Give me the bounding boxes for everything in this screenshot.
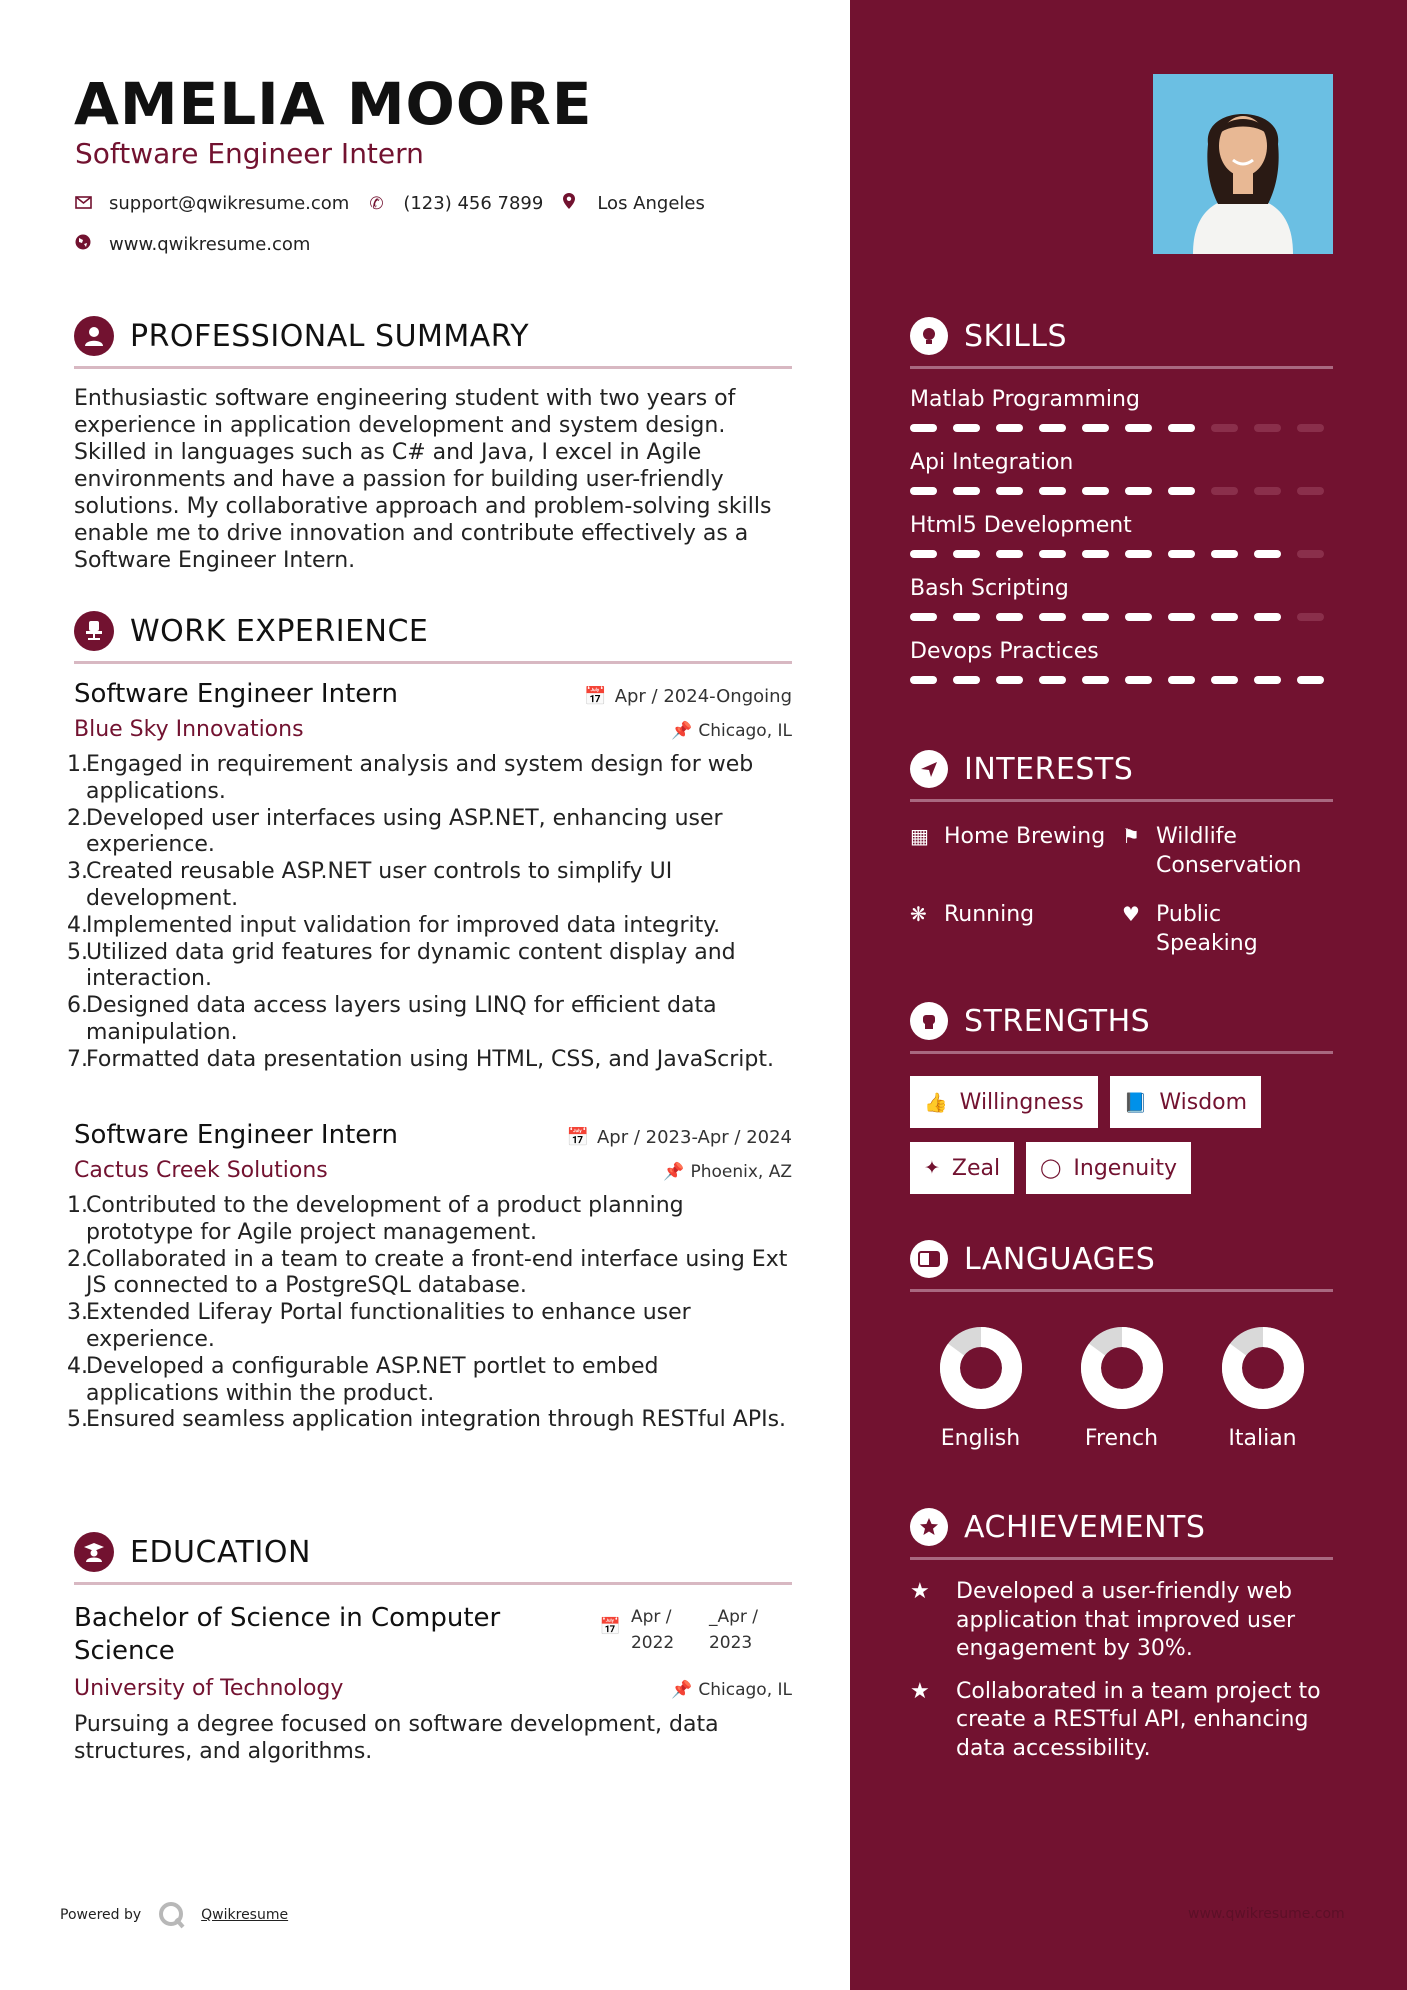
skill-item bbox=[910, 576, 1333, 621]
map-pin-icon bbox=[563, 193, 585, 214]
languages-divider bbox=[910, 1289, 1333, 1292]
qwikresume-logo-icon bbox=[157, 1900, 187, 1930]
contact-row-1 bbox=[75, 193, 725, 214]
skill-level-dash bbox=[1125, 676, 1152, 684]
lightbulb-head-icon bbox=[910, 317, 948, 355]
user-icon bbox=[74, 316, 114, 356]
language-item bbox=[1051, 1326, 1192, 1451]
education-description: Pursuing a degree focused on software development, data structures, and algorithms. bbox=[74, 1712, 719, 1764]
skill-level-dash bbox=[1082, 424, 1109, 432]
language-item bbox=[1192, 1326, 1333, 1451]
thumbs-up-icon: 👍 bbox=[924, 1091, 948, 1114]
languages-list bbox=[910, 1326, 1333, 1451]
heart-pulse-icon: ♥ bbox=[1122, 902, 1140, 926]
email-text: support@qwikresume.com bbox=[109, 193, 350, 214]
skill-item bbox=[910, 387, 1333, 432]
experience-heading bbox=[74, 609, 792, 653]
education-section bbox=[74, 1530, 792, 1585]
achievements-title: ACHIEVEMENTS bbox=[964, 1509, 1206, 1545]
book-icon: 📘 bbox=[1123, 1091, 1148, 1114]
skill-level-dash bbox=[1082, 487, 1109, 495]
skill-level-dash bbox=[1168, 613, 1195, 621]
languages-section bbox=[910, 1239, 1333, 1451]
job-company: Blue Sky Innovations bbox=[74, 717, 304, 742]
skill-level-bar bbox=[910, 424, 1333, 432]
skill-level-dash bbox=[953, 676, 980, 684]
strength-chip: 📘 Wisdom bbox=[1110, 1076, 1261, 1128]
phone-icon: ✆ bbox=[369, 193, 384, 214]
contact-website[interactable] bbox=[75, 234, 310, 255]
footer bbox=[60, 1900, 288, 1930]
skill-level-bar bbox=[910, 676, 1333, 684]
achievements-divider bbox=[910, 1557, 1333, 1560]
skill-item bbox=[910, 513, 1333, 558]
skill-level-dash bbox=[1082, 550, 1109, 558]
summary-section bbox=[74, 314, 792, 574]
job-title: Software Engineer Intern bbox=[74, 1120, 398, 1150]
skill-level-bar bbox=[910, 550, 1333, 558]
strength-chip: ◯ Ingenuity bbox=[1026, 1142, 1191, 1194]
achievement-item: ★ Collaborated in a team project to create a RESTful API, enhancing data accessibility. bbox=[910, 1678, 1333, 1764]
skill-level-dash bbox=[1039, 550, 1066, 558]
skill-item bbox=[910, 639, 1333, 684]
skill-level-dash bbox=[1297, 676, 1324, 684]
job-location: 📌 Chicago, IL bbox=[671, 721, 792, 741]
start-date: Apr / 2022 bbox=[630, 1607, 675, 1653]
book-flag-icon: ⚑ bbox=[1122, 824, 1140, 848]
skill-level-dash bbox=[1168, 487, 1195, 495]
contact-phone bbox=[369, 193, 543, 214]
interests-title: INTERESTS bbox=[964, 751, 1134, 787]
skills-section bbox=[910, 316, 1333, 684]
skill-level-dash bbox=[1168, 550, 1195, 558]
skill-level-dash bbox=[1168, 676, 1195, 684]
school-location: 📌 Chicago, IL bbox=[671, 1680, 792, 1700]
skill-level-dash bbox=[1082, 613, 1109, 621]
candidate-name: AMELIA MOORE bbox=[74, 70, 593, 138]
skill-level-dash bbox=[910, 487, 937, 495]
skill-level-dash bbox=[1082, 676, 1109, 684]
skill-level-dash bbox=[953, 613, 980, 621]
interest-item: ⚑ Wildlife Conservation bbox=[1122, 824, 1302, 878]
skill-level-dash bbox=[996, 550, 1023, 558]
puzzle-icon: ▦ bbox=[910, 824, 929, 848]
job-date: 📅 Apr / 2024-Ongoing bbox=[584, 686, 792, 707]
language-item bbox=[910, 1326, 1051, 1451]
skill-name: Matlab Programming bbox=[910, 387, 1140, 412]
strengths-divider bbox=[910, 1051, 1333, 1054]
strength-chip: 👍 Willingness bbox=[910, 1076, 1098, 1128]
footer-site[interactable]: www.qwikresume.com bbox=[1188, 1906, 1345, 1922]
skill-level-dash bbox=[1039, 487, 1066, 495]
skill-level-dash bbox=[1039, 424, 1066, 432]
office-chair-icon bbox=[74, 611, 114, 651]
job-bullets bbox=[67, 1193, 792, 1434]
skill-name: Api Integration bbox=[910, 450, 1074, 475]
skill-level-dash bbox=[910, 550, 937, 558]
skills-heading bbox=[910, 316, 1333, 356]
language-ring bbox=[939, 1326, 1023, 1410]
languages-heading bbox=[910, 1239, 1333, 1279]
experience-divider bbox=[74, 661, 792, 664]
skill-level-dash bbox=[1211, 676, 1238, 684]
skill-level-dash bbox=[1211, 487, 1238, 495]
calendar-icon: 📅 bbox=[599, 1617, 621, 1637]
job-bullets bbox=[67, 752, 792, 1074]
interest-item: ▦ Home Brewing bbox=[910, 824, 1106, 849]
skill-level-dash bbox=[1125, 550, 1152, 558]
lightbulb-icon: ◯ bbox=[1040, 1157, 1062, 1179]
list-item: 5. Utilized data grid features for dynamic content display and interaction. bbox=[67, 939, 736, 992]
skill-level-dash bbox=[1039, 676, 1066, 684]
skill-level-dash bbox=[996, 487, 1023, 495]
list-item: 2. Collaborated in a team to create a front-end interface using Ext JS connected to a PostgreSQL database. bbox=[67, 1246, 788, 1299]
education-title: EDUCATION bbox=[130, 1534, 311, 1570]
skill-level-dash bbox=[1254, 613, 1281, 621]
candidate-title: Software Engineer Intern bbox=[75, 137, 424, 170]
star-hand-icon: ★ bbox=[910, 1579, 930, 1604]
skill-name: Devops Practices bbox=[910, 639, 1099, 664]
skill-level-dash bbox=[996, 676, 1023, 684]
skill-level-bar bbox=[910, 487, 1333, 495]
list-item: 3. Created reusable ASP.NET user controls to simplify UI development. bbox=[67, 859, 673, 911]
experience-title: WORK EXPERIENCE bbox=[130, 613, 429, 649]
paw-icon: ❋ bbox=[910, 902, 927, 926]
skill-level-dash bbox=[953, 487, 980, 495]
powered-by-label: Powered by bbox=[60, 1907, 142, 1923]
pushpin-icon: 📌 bbox=[671, 1680, 693, 1700]
translate-icon bbox=[910, 1240, 948, 1278]
pushpin-icon: 📌 bbox=[663, 1162, 685, 1182]
contact-row-2 bbox=[75, 234, 330, 255]
skill-level-dash bbox=[953, 550, 980, 558]
skill-level-dash bbox=[1254, 676, 1281, 684]
skill-name: Bash Scripting bbox=[910, 576, 1069, 601]
skill-level-dash bbox=[953, 424, 980, 432]
job-title: Software Engineer Intern bbox=[74, 679, 398, 709]
skill-level-dash bbox=[910, 424, 937, 432]
skill-level-bar bbox=[910, 613, 1333, 621]
achievements-heading bbox=[910, 1507, 1333, 1547]
education-entry bbox=[74, 1602, 792, 1765]
strengths-list bbox=[910, 1076, 1333, 1194]
list-item: 1. Engaged in requirement analysis and system design for web applications. bbox=[67, 752, 754, 804]
calendar-icon: 📅 bbox=[566, 1127, 589, 1148]
language-name: English bbox=[940, 1426, 1021, 1451]
skill-item bbox=[910, 450, 1333, 495]
job-date: 📅 Apr / 2023-Apr / 2024 bbox=[566, 1127, 792, 1148]
job-location: 📌 Phoenix, AZ bbox=[663, 1162, 792, 1182]
graduate-icon bbox=[74, 1532, 114, 1572]
brand-link[interactable]: Qwikresume bbox=[201, 1907, 289, 1923]
interests-section bbox=[910, 749, 1333, 958]
skills-divider bbox=[910, 366, 1333, 369]
skill-level-dash bbox=[1125, 424, 1152, 432]
skill-level-dash bbox=[1297, 550, 1324, 558]
interests-heading bbox=[910, 749, 1333, 789]
star-hand-icon: ★ bbox=[910, 1678, 930, 1704]
list-item: 7. Formatted data presentation using HTML, CSS, and JavaScript. bbox=[67, 1046, 774, 1072]
flame-icon: ✦ bbox=[924, 1157, 940, 1179]
skill-level-dash bbox=[1039, 613, 1066, 621]
paper-plane-icon bbox=[910, 750, 948, 788]
language-ring bbox=[1080, 1326, 1164, 1410]
skill-level-dash bbox=[1297, 613, 1324, 621]
star-badge-icon bbox=[910, 1508, 948, 1546]
phone-text: (123) 456 7899 bbox=[403, 193, 544, 214]
pushpin-icon: 📌 bbox=[671, 721, 693, 741]
summary-text: Enthusiastic software engineering student with two years of experience in application development and system design. Skilled in languages such as C# and Java, I excel in Agile environments and have a passion for building user-friendly solutions. My collaborative approach and problem-solving skills enable me to drive innovation and contribute effectively as a Software Engineer Intern. bbox=[74, 386, 772, 573]
profile-photo bbox=[1153, 74, 1333, 254]
calendar-icon: 📅 bbox=[584, 686, 607, 707]
end-date: _Apr / 2023 bbox=[708, 1607, 758, 1653]
skill-level-dash bbox=[1297, 424, 1324, 432]
job-1 bbox=[67, 679, 792, 1074]
list-item: 5. Ensured seamless application integration through RESTful APIs. bbox=[67, 1407, 787, 1433]
list-item: 2. Developed user interfaces using ASP.NET, enhancing user experience. bbox=[67, 805, 723, 858]
achievements-section bbox=[910, 1507, 1333, 1763]
school-name: University of Technology bbox=[74, 1676, 344, 1701]
language-ring bbox=[1221, 1326, 1305, 1410]
summary-title: PROFESSIONAL SUMMARY bbox=[130, 318, 530, 354]
skills-list bbox=[910, 387, 1333, 684]
education-divider bbox=[74, 1582, 792, 1585]
summary-heading bbox=[74, 314, 792, 358]
globe-icon bbox=[75, 234, 97, 255]
website-text: www.qwikresume.com bbox=[109, 234, 311, 255]
list-item: 3. Extended Liferay Portal functionalities to enhance user experience. bbox=[67, 1300, 691, 1352]
languages-title: LANGUAGES bbox=[964, 1241, 1156, 1277]
degree: Bachelor of Science in Computer Science bbox=[74, 1603, 501, 1666]
skill-level-dash bbox=[1125, 487, 1152, 495]
skill-level-dash bbox=[996, 613, 1023, 621]
fist-icon bbox=[910, 1002, 948, 1040]
achievement-item: ★ Developed a user-friendly web application that improved user engagement by 30%. bbox=[910, 1578, 1333, 1664]
location-text: Los Angeles bbox=[597, 193, 705, 214]
skill-level-dash bbox=[910, 613, 937, 621]
strengths-section bbox=[910, 1001, 1333, 1194]
summary-divider bbox=[74, 366, 792, 369]
strengths-title: STRENGTHS bbox=[964, 1003, 1151, 1039]
skill-level-dash bbox=[1254, 550, 1281, 558]
list-item: 4. Implemented input validation for improved data integrity. bbox=[67, 912, 721, 938]
experience-section bbox=[74, 609, 792, 664]
interest-item: ❋ Running bbox=[910, 902, 1035, 927]
job-2 bbox=[67, 1120, 792, 1434]
skill-level-dash bbox=[1297, 487, 1324, 495]
skill-level-dash bbox=[1211, 613, 1238, 621]
skill-level-dash bbox=[996, 424, 1023, 432]
interests-divider bbox=[910, 799, 1333, 802]
strength-chip: ✦ Zeal bbox=[910, 1142, 1014, 1194]
contact-email[interactable] bbox=[75, 193, 349, 214]
job-company: Cactus Creek Solutions bbox=[74, 1158, 328, 1183]
list-item: 1. Contributed to the development of a product planning prototype for Agile project management. bbox=[67, 1193, 684, 1245]
skill-level-dash bbox=[910, 676, 937, 684]
skill-level-dash bbox=[1254, 487, 1281, 495]
skill-level-dash bbox=[1211, 424, 1238, 432]
skill-level-dash bbox=[1254, 424, 1281, 432]
interest-item: ♥ Public Speaking bbox=[1122, 902, 1258, 956]
strengths-heading bbox=[910, 1001, 1333, 1041]
education-heading bbox=[74, 1530, 792, 1574]
skill-name: Html5 Development bbox=[910, 513, 1132, 538]
skills-title: SKILLS bbox=[964, 318, 1068, 354]
list-item: 4. Developed a configurable ASP.NET portlet to embed applications within the product. bbox=[67, 1353, 659, 1406]
language-name: French bbox=[1084, 1426, 1159, 1451]
language-name: Italian bbox=[1228, 1426, 1297, 1451]
skill-level-dash bbox=[1125, 613, 1152, 621]
envelope-icon bbox=[75, 194, 97, 214]
education-dates bbox=[600, 1604, 758, 1668]
skill-level-dash bbox=[1168, 424, 1195, 432]
list-item: 6. Designed data access layers using LINQ for efficient data manipulation. bbox=[67, 993, 717, 1045]
skill-level-dash bbox=[1211, 550, 1238, 558]
contact-location bbox=[563, 193, 705, 214]
interests-grid bbox=[910, 822, 1333, 958]
